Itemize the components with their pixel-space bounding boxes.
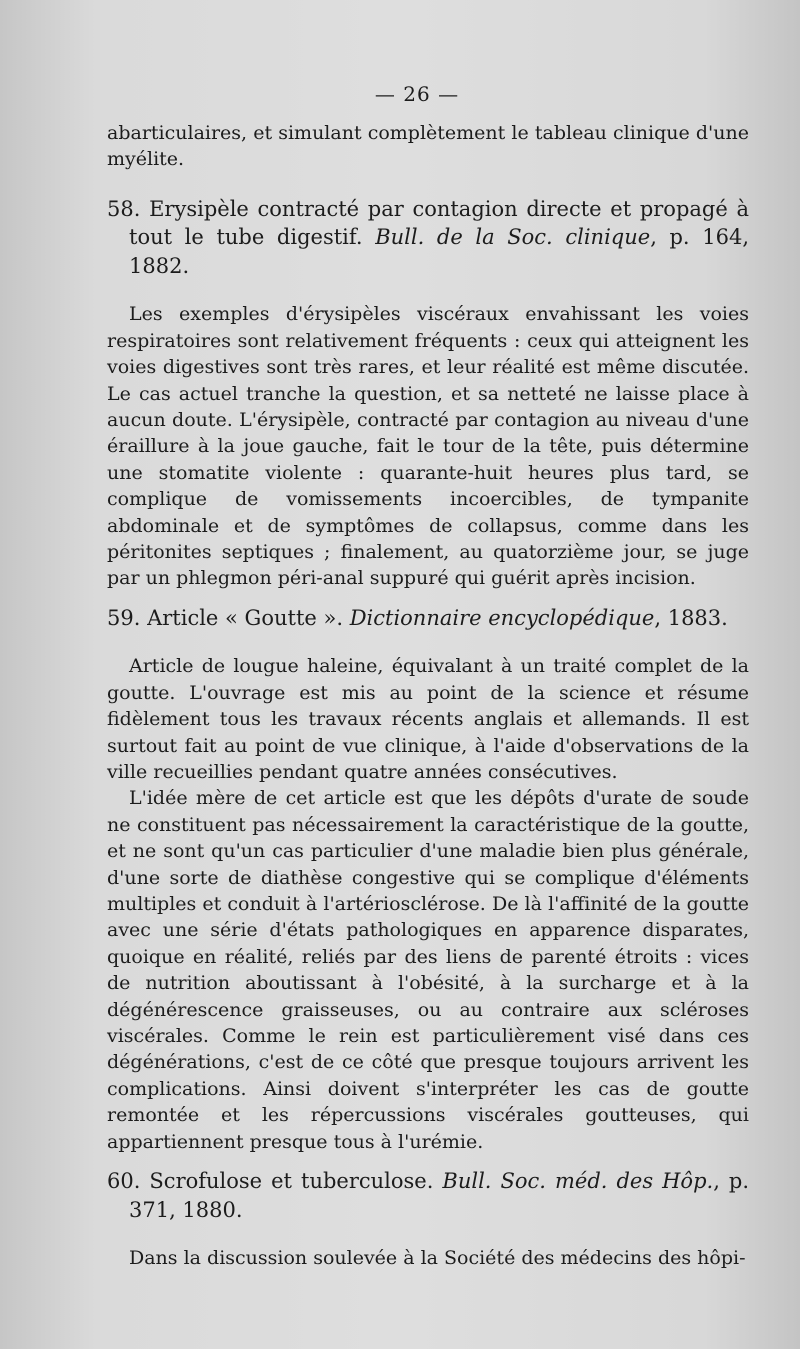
page-content [107, 120, 749, 1271]
bibliography-entry-60 [107, 1167, 749, 1224]
entry-59-discussion: L'idée mère de cet article est que les dépôts d'urate de soude ne constituent pas nécessairement la caractéristique de la goutte, et ne sont qu'un cas particulier d'une maladie bien plus générale, d'une sorte de diathèse congestive qui se complique d'éléments multiples et conduit à l'artériosclérose. De là l'affinité de la goutte avec une série d'états pathologiques en apparence disparates, quoique en réalité, reliés par des liens de parenté étroits : vices de nutrition aboutissant à l'obésité, à la surcharge et à la dégénérescence graisseuses, ou au contraire aux scléroses viscérales. Comme le rein est particulièrement visé dans ces dégénérations, c'est de ce côté que presque toujours arrivent les complications. Ainsi doivent s'interpréter les cas de goutte remontée et les répercussions viscérales goutteuses, qui appartiennent presque tous à l'urémie. [107, 787, 749, 1153]
entry-journal: Dictionnaire encyclopédique [349, 605, 655, 630]
entry-number: 58. [107, 196, 141, 221]
entry-reference: , p. 164, 1882. [129, 225, 749, 278]
entry-number: 59. [107, 605, 141, 630]
entry-58-summary: Les exemples d'érysipèles viscéraux envahissant les voies respiratoires sont relativement fréquents : ceux qui atteignent les voies digestives sont très rares, et leur réalité est même discutée. Le cas actuel tranche la question, et sa netteté ne laisse place à aucun doute. L'érysipèle, contracté par contagion au niveau d'une éraillure à la joue gauche, fait le tour de la tête, puis détermine une stomatite violente : quarante-huit heures plus tard, se complique de vomissements incoercibles, de tympanite abdominale et de symptômes de collapsus, comme dans les péritonites septiques ; finalement, au quatorzième jour, se juge par un phlegmon péri-anal suppuré qui guérit après incision. [107, 303, 749, 590]
entry-title: Erysipèle contracté par contagion directe et propagé à tout le tube digestif. [129, 196, 749, 250]
page-number: — 26 — [374, 82, 460, 106]
entry-60-summary: Dans la discussion soulevée à la Société des médecins des hôpi- [129, 1247, 746, 1269]
entry-number: 60. [107, 1169, 141, 1193]
continuation-paragraph: abarticulaires, et simulant complètement le tableau clinique d'une myélite. [107, 122, 749, 171]
entry-59-summary: Article de lougue haleine, équivalant à un traité complet de la goutte. L'ouvrage est mis au point de la science et résume fidèlement tous les travaux récents anglais et allemands. Il est surtout fait au point de vue clinique, à l'aide d'observations de la ville recueillies pendant quatre années consécutives. [107, 655, 749, 783]
bibliography-entry-58 [107, 195, 749, 281]
entry-journal: Bull. de la Soc. clinique [375, 225, 651, 250]
entry-journal: Bull. Soc. méd. des Hôp. [442, 1169, 714, 1193]
entry-title: Scrofulose et tuberculose. [149, 1169, 443, 1193]
entry-reference: , p. 371, 1880. [129, 1169, 749, 1222]
bibliography-entry-59 [107, 604, 749, 633]
entry-reference: , 1883. [654, 605, 728, 630]
entry-title: Article « Goutte ». [147, 605, 350, 630]
